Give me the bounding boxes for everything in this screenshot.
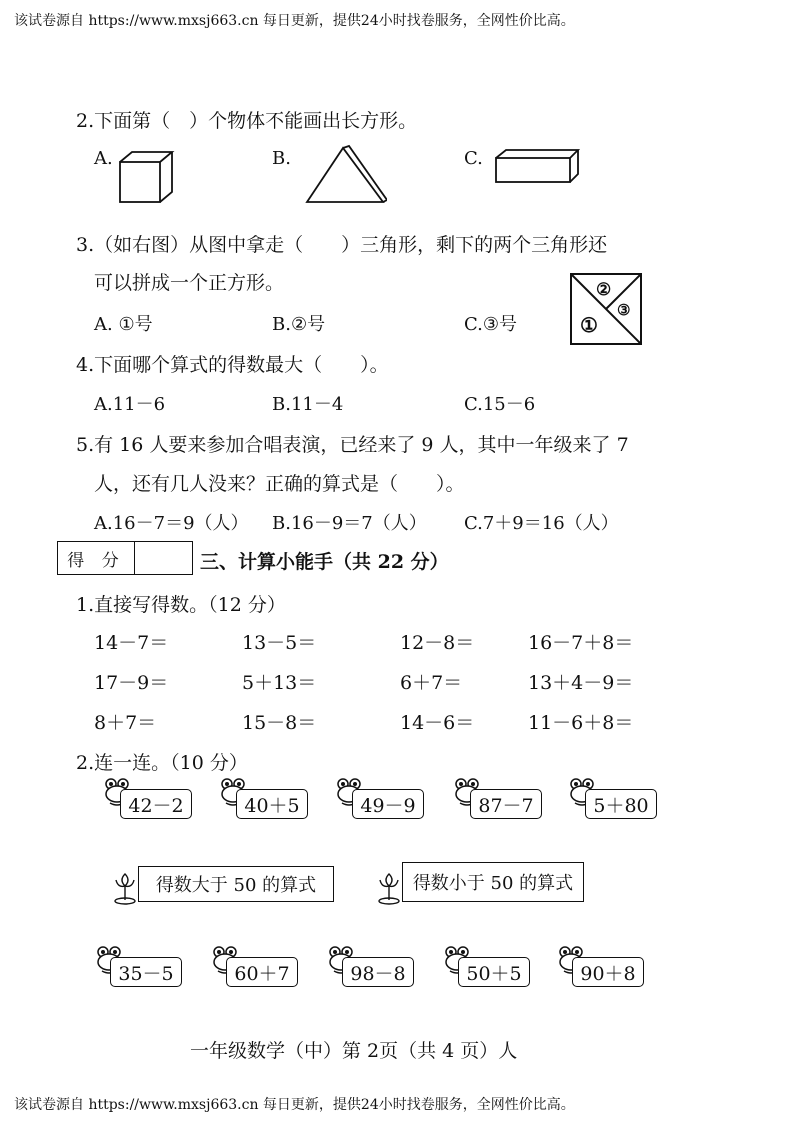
category-greater-than-50[interactable] [112, 862, 336, 908]
lotus-icon [376, 870, 402, 906]
question-5-line1: 5.有 16 人要来参加合唱表演，已经来了 9 人，其中一年级来了 7 [76, 434, 629, 456]
score-blank[interactable] [135, 542, 192, 574]
q5-option-a: A.16－7＝9（人） [94, 513, 249, 534]
calc-3-4: 11－6＋8＝ [528, 712, 634, 734]
calc-3-1: 8＋7＝ [94, 712, 157, 734]
match-bottom-item[interactable] [210, 945, 302, 991]
q3-option-c: C.③号 [464, 314, 517, 335]
match-bottom-item[interactable] [326, 945, 418, 991]
calc-1-3: 12－8＝ [400, 632, 475, 654]
cuboid-figure [494, 148, 580, 184]
expr-box: 90＋8 [572, 957, 644, 987]
match-top-item[interactable] [334, 777, 426, 823]
section-3-sub2: 2.连一连。（10 分） [76, 752, 248, 774]
section-3-sub1: 1.直接写得数。（12 分） [76, 594, 286, 616]
expr-box: 60＋7 [226, 957, 298, 987]
question-4-text: 4.下面哪个算式的得数最大（ ）。 [76, 354, 389, 376]
category-label: 得数小于 50 的算式 [402, 862, 584, 902]
question-3-line2: 可以拼成一个正方形。 [94, 272, 285, 294]
score-label: 得 分 [58, 542, 135, 574]
calc-1-4: 16－7＋8＝ [528, 632, 634, 654]
category-label: 得数大于 50 的算式 [138, 866, 334, 902]
match-bottom-item[interactable] [556, 945, 648, 991]
calc-2-4: 13＋4－9＝ [528, 672, 634, 694]
expr-box: 98－8 [342, 957, 414, 987]
square-triangles-figure [570, 273, 642, 345]
q2-option-a-label: A. [94, 148, 113, 169]
q5-option-c: C.7＋9＝16（人） [464, 513, 619, 534]
q5-option-b: B.16－9＝7（人） [272, 513, 427, 534]
calc-3-3: 14－6＝ [400, 712, 475, 734]
triangular-prism-figure [303, 142, 387, 206]
q4-option-b: B.11－4 [272, 394, 344, 415]
expr-box: 40＋5 [236, 789, 308, 819]
header-watermark: 该试卷源自 https://www.mxsj663.cn 每日更新，提供24小时找卷服务，全网性价比高。 [14, 13, 575, 29]
calc-1-2: 13－5＝ [242, 632, 317, 654]
expr-box: 49－9 [352, 789, 424, 819]
figure-label-2: ② [596, 280, 612, 300]
expr-box: 5＋80 [585, 789, 657, 819]
calc-2-1: 17－9＝ [94, 672, 169, 694]
expr-box: 35－5 [110, 957, 182, 987]
q2-option-c-label: C. [464, 148, 483, 169]
figure-label-1: ① [580, 313, 598, 337]
match-bottom-item[interactable] [94, 945, 186, 991]
question-3-line1: 3.（如右图）从图中拿走（ ）三角形，剩下的两个三角形还 [76, 234, 608, 256]
match-top-item[interactable] [452, 777, 544, 823]
calc-3-2: 15－8＝ [242, 712, 317, 734]
match-top-item[interactable] [218, 777, 310, 823]
calc-1-1: 14－7＝ [94, 632, 169, 654]
q3-option-b: B.②号 [272, 314, 326, 335]
expr-box: 42－2 [120, 789, 192, 819]
page-footer: 一年级数学（中）第 2页（共 4 页）人 [190, 1040, 518, 1062]
category-less-than-50[interactable] [376, 860, 586, 910]
section-3-title: 三、计算小能手（共 22 分） [200, 551, 449, 573]
match-bottom-item[interactable] [442, 945, 534, 991]
match-top-item[interactable] [102, 777, 194, 823]
q2-option-b-label: B. [272, 148, 291, 169]
match-top-item[interactable] [567, 777, 659, 823]
q4-option-a: A.11－6 [94, 394, 166, 415]
question-2-text: 2.下面第（ ）个物体不能画出长方形。 [76, 110, 418, 132]
q3-option-a: A. ①号 [94, 314, 153, 335]
figure-label-3: ③ [617, 301, 631, 319]
expr-box: 87－7 [470, 789, 542, 819]
expr-box: 50＋5 [458, 957, 530, 987]
lotus-icon [112, 870, 138, 906]
footer-watermark: 该试卷源自 https://www.mxsj663.cn 每日更新，提供24小时找卷服务，全网性价比高。 [14, 1097, 575, 1113]
calc-2-2: 5＋13＝ [242, 672, 317, 694]
cube-figure [118, 150, 176, 206]
calc-2-3: 6＋7＝ [400, 672, 463, 694]
score-box [57, 541, 193, 575]
question-5-line2: 人，还有几人没来？正确的算式是（ ）。 [94, 473, 465, 495]
q4-option-c: C.15－6 [464, 394, 536, 415]
